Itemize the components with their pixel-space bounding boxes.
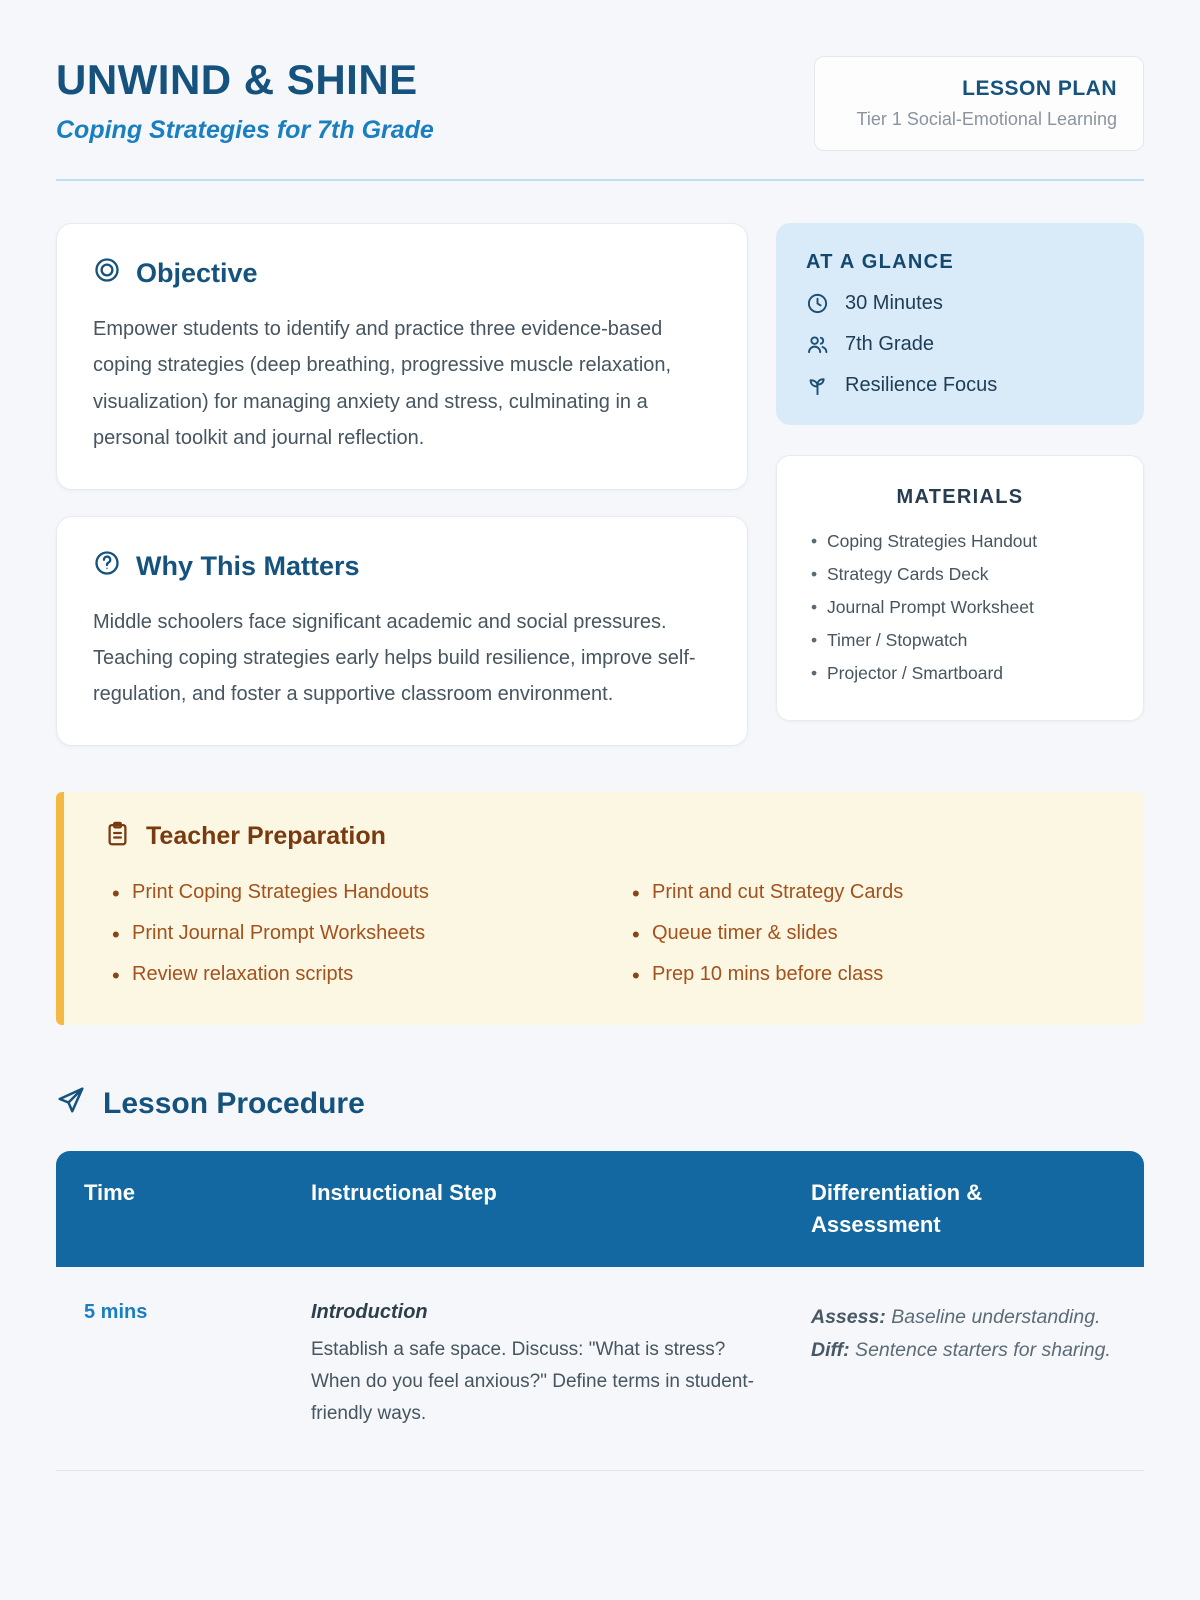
step-body: Establish a safe space. Discuss: "What is stress? When do you feel anxious?" Define terms in student-friendly ways.	[311, 1338, 754, 1425]
prep-item: • Print Coping Strategies Handouts	[104, 872, 584, 913]
title-block	[56, 56, 434, 145]
badge-sublabel: Tier 1 Social-Emotional Learning	[856, 109, 1117, 129]
column-header-step: Instructional Step	[311, 1179, 497, 1205]
row-differentiation	[783, 1267, 1144, 1471]
right-column	[776, 223, 1144, 721]
table-row	[56, 1267, 1144, 1472]
prep-columns	[104, 872, 1104, 995]
paper-plane-icon	[56, 1085, 86, 1123]
materials-item: • Coping Strategies Handout	[803, 525, 1117, 558]
glance-focus-label: Resilience Focus	[845, 374, 998, 396]
page-subtitle: Coping Strategies for 7th Grade	[56, 116, 434, 144]
why-heading: Why This Matters	[136, 550, 360, 581]
diff-label: Diff:	[811, 1338, 850, 1361]
objective-heading: Objective	[136, 258, 258, 288]
column-header-differentiation: Differentiation & Assessment	[811, 1179, 983, 1237]
students-icon	[806, 333, 829, 356]
materials-item: • Strategy Cards Deck	[803, 558, 1117, 591]
objective-card	[56, 223, 748, 490]
header-divider	[56, 179, 1144, 181]
target-icon	[93, 256, 121, 291]
glance-heading: AT A GLANCE	[806, 251, 954, 273]
objective-heading-row	[93, 256, 711, 291]
row-step	[283, 1267, 783, 1471]
materials-item: • Timer / Stopwatch	[803, 624, 1117, 657]
lesson-plan-badge	[814, 56, 1144, 151]
main-columns	[56, 223, 1144, 746]
why-card	[56, 516, 748, 746]
assess-text: Baseline understanding.	[885, 1305, 1101, 1328]
step-title: Introduction	[311, 1300, 428, 1323]
glance-duration-label: 30 Minutes	[845, 292, 943, 314]
procedure-table-header	[56, 1151, 1144, 1267]
page-title: UNWIND & SHINE	[56, 56, 418, 103]
question-icon	[93, 549, 121, 584]
assess-label: Assess:	[811, 1305, 886, 1328]
materials-list	[803, 525, 1117, 690]
diff-text: Sentence starters for sharing.	[849, 1338, 1111, 1361]
prep-item: • Prep 10 mins before class	[624, 954, 1104, 995]
why-body: Middle schoolers face significant academic and social pressures. Teaching coping strategies early helps build resilience, improve self-regulation, and foster a supportive classroom environment.	[93, 610, 696, 706]
materials-card	[776, 455, 1144, 721]
glance-grade-label: 7th Grade	[845, 333, 934, 355]
prep-item: • Print and cut Strategy Cards	[624, 872, 1104, 913]
resilience-icon	[806, 374, 829, 397]
prep-item: • Queue timer & slides	[624, 913, 1104, 954]
why-heading-row	[93, 549, 711, 584]
prep-list-right	[624, 872, 1104, 995]
prep-item: • Print Journal Prompt Worksheets	[104, 913, 584, 954]
clock-icon	[806, 292, 829, 315]
glance-item-duration	[806, 292, 1114, 315]
procedure-heading: Lesson Procedure	[103, 1086, 365, 1120]
clipboard-icon	[104, 820, 131, 854]
prep-list-left	[104, 872, 584, 995]
objective-body: Empower students to identify and practice three evidence-based coping strategies (deep breathing, progressive muscle relaxation, visualization) for managing anxiety and stress, culminating in a personal toolkit and journal reflection.	[93, 318, 672, 450]
at-a-glance-card	[776, 223, 1144, 425]
procedure-heading-row	[56, 1085, 1144, 1123]
badge-label: LESSON PLAN	[962, 77, 1117, 100]
prep-heading: Teacher Preparation	[146, 822, 386, 851]
glance-item-focus	[806, 374, 1114, 397]
materials-heading: MATERIALS	[896, 486, 1024, 508]
page-header	[56, 56, 1144, 151]
glance-item-grade	[806, 333, 1114, 356]
column-header-time: Time	[84, 1179, 135, 1205]
procedure-table	[56, 1151, 1144, 1472]
materials-item: • Journal Prompt Worksheet	[803, 591, 1117, 624]
teacher-preparation-section	[56, 792, 1144, 1025]
materials-item: • Projector / Smartboard	[803, 657, 1117, 690]
left-column	[56, 223, 748, 746]
row-time: 5 mins	[84, 1300, 148, 1323]
prep-heading-row	[104, 820, 1104, 854]
prep-item: • Review relaxation scripts	[104, 954, 584, 995]
